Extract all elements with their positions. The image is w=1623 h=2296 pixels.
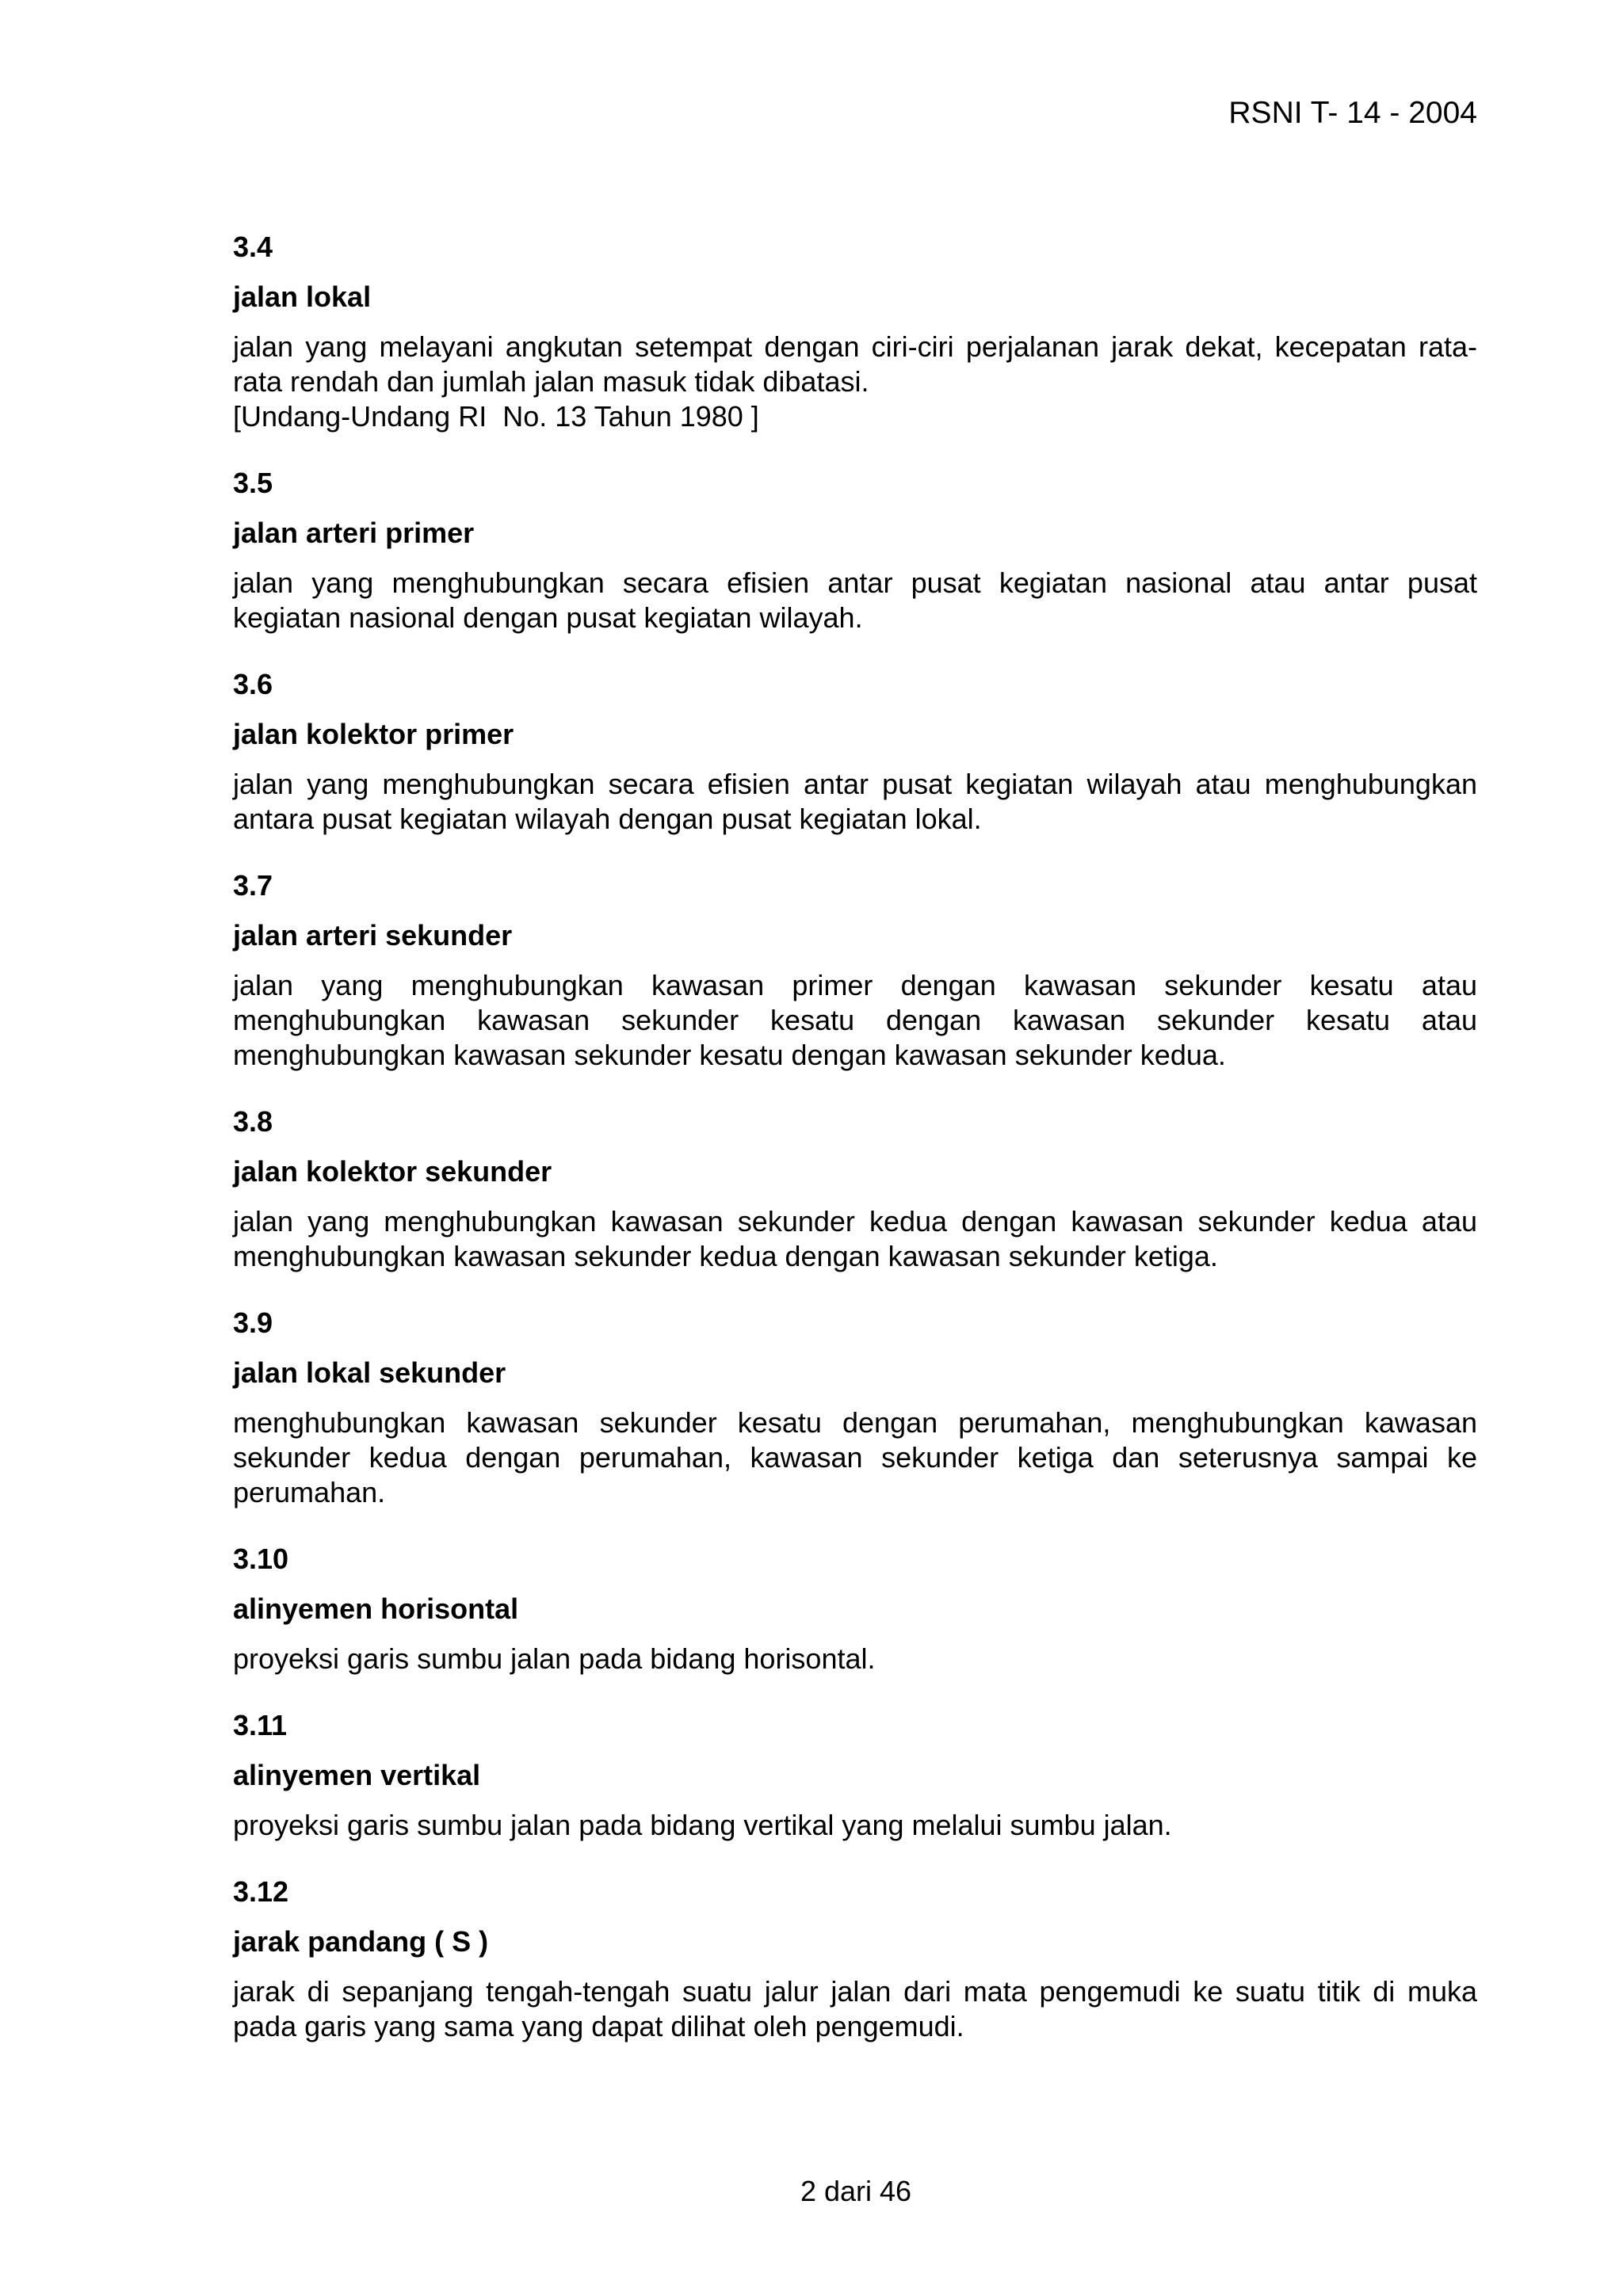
clause-term: alinyemen vertikal: [233, 1759, 481, 1791]
clause-number: 3.4: [233, 231, 273, 263]
clause-term: jalan arteri sekunder: [233, 919, 513, 952]
clause-3-6: [233, 667, 1477, 837]
definitions-section: [233, 230, 1477, 2076]
clause-term: jarak pandang ( S ): [233, 1925, 489, 1958]
clause-definition: jalan yang melayani angkutan setempat dengan ciri-ciri perjalanan jarak dekat, kecepatan rata-rata rendah dan jumlah jalan masuk tidak dibatasi.: [233, 330, 1477, 398]
clause-definition: jalan yang menghubungkan secara efisien antar pusat kegiatan wilayah atau menghubungkan antara pusat kegiatan wilayah dengan pusat kegiatan lokal.: [233, 768, 1477, 835]
clause-number: 3.11: [233, 1709, 288, 1741]
clause-3-9: [233, 1306, 1477, 1510]
clause-term: jalan lokal sekunder: [233, 1356, 506, 1389]
clause-number: 3.8: [233, 1105, 273, 1138]
clause-3-10: [233, 1542, 1477, 1676]
clause-number: 3.9: [233, 1306, 273, 1339]
clause-definition: proyeksi garis sumbu jalan pada bidang vertikal yang melalui sumbu jalan.: [233, 1809, 1172, 1841]
clause-number: 3.12: [233, 1875, 289, 1908]
clause-3-8: [233, 1104, 1477, 1274]
clause-definition: jalan yang menghubungkan secara efisien antar pusat kegiatan nasional atau antar pusat kegiatan nasional dengan pusat kegiatan wilayah.: [233, 566, 1477, 634]
clause-number: 3.10: [233, 1543, 289, 1575]
clause-term: jalan kolektor primer: [233, 718, 514, 750]
clause-definition: menghubungkan kawasan sekunder kesatu dengan perumahan, menghubungkan kawasan sekunder kedua dengan perumahan, kawasan sekunder ketiga dan seterusnya sampai ke perumahan.: [233, 1406, 1477, 1508]
page-number-footer: 2 dari 46: [800, 2175, 912, 2207]
clause-3-4: [233, 230, 1477, 434]
clause-term: jalan lokal: [233, 280, 372, 313]
clause-3-11: [233, 1708, 1477, 1843]
clause-definition: jarak di sepanjang tengah-tengah suatu jalur jalan dari mata pengemudi ke suatu titik di muka pada garis yang sama yang dapat dilihat oleh pengemudi.: [233, 1975, 1477, 2042]
clause-3-7: [233, 868, 1477, 1073]
clause-term: jalan arteri primer: [233, 517, 475, 549]
clause-3-12: [233, 1875, 1477, 2044]
clause-definition: jalan yang menghubungkan kawasan sekunder kedua dengan kawasan sekunder kedua atau menghubungkan kawasan sekunder kedua dengan kawasan sekunder ketiga.: [233, 1205, 1477, 1272]
clause-number: 3.5: [233, 467, 273, 499]
clause-definition: jalan yang menghubungkan kawasan primer dengan kawasan sekunder kesatu atau menghubungkan kawasan sekunder kesatu dengan kawasan sekunder kesatu atau menghubungkan kawasan sekunder kesatu dengan kawasan sekunder kedua.: [233, 969, 1477, 1071]
clause-term: jalan kolektor sekunder: [233, 1155, 552, 1188]
clause-number: 3.6: [233, 668, 273, 700]
clause-number: 3.7: [233, 869, 273, 902]
clause-reference: [Undang-Undang RI No. 13 Tahun 1980 ]: [233, 400, 759, 433]
clause-term: alinyemen horisontal: [233, 1592, 519, 1625]
clause-3-5: [233, 466, 1477, 635]
clause-definition: proyeksi garis sumbu jalan pada bidang horisontal.: [233, 1642, 876, 1675]
document-code-header: RSNI T- 14 - 2004: [1228, 96, 1477, 130]
